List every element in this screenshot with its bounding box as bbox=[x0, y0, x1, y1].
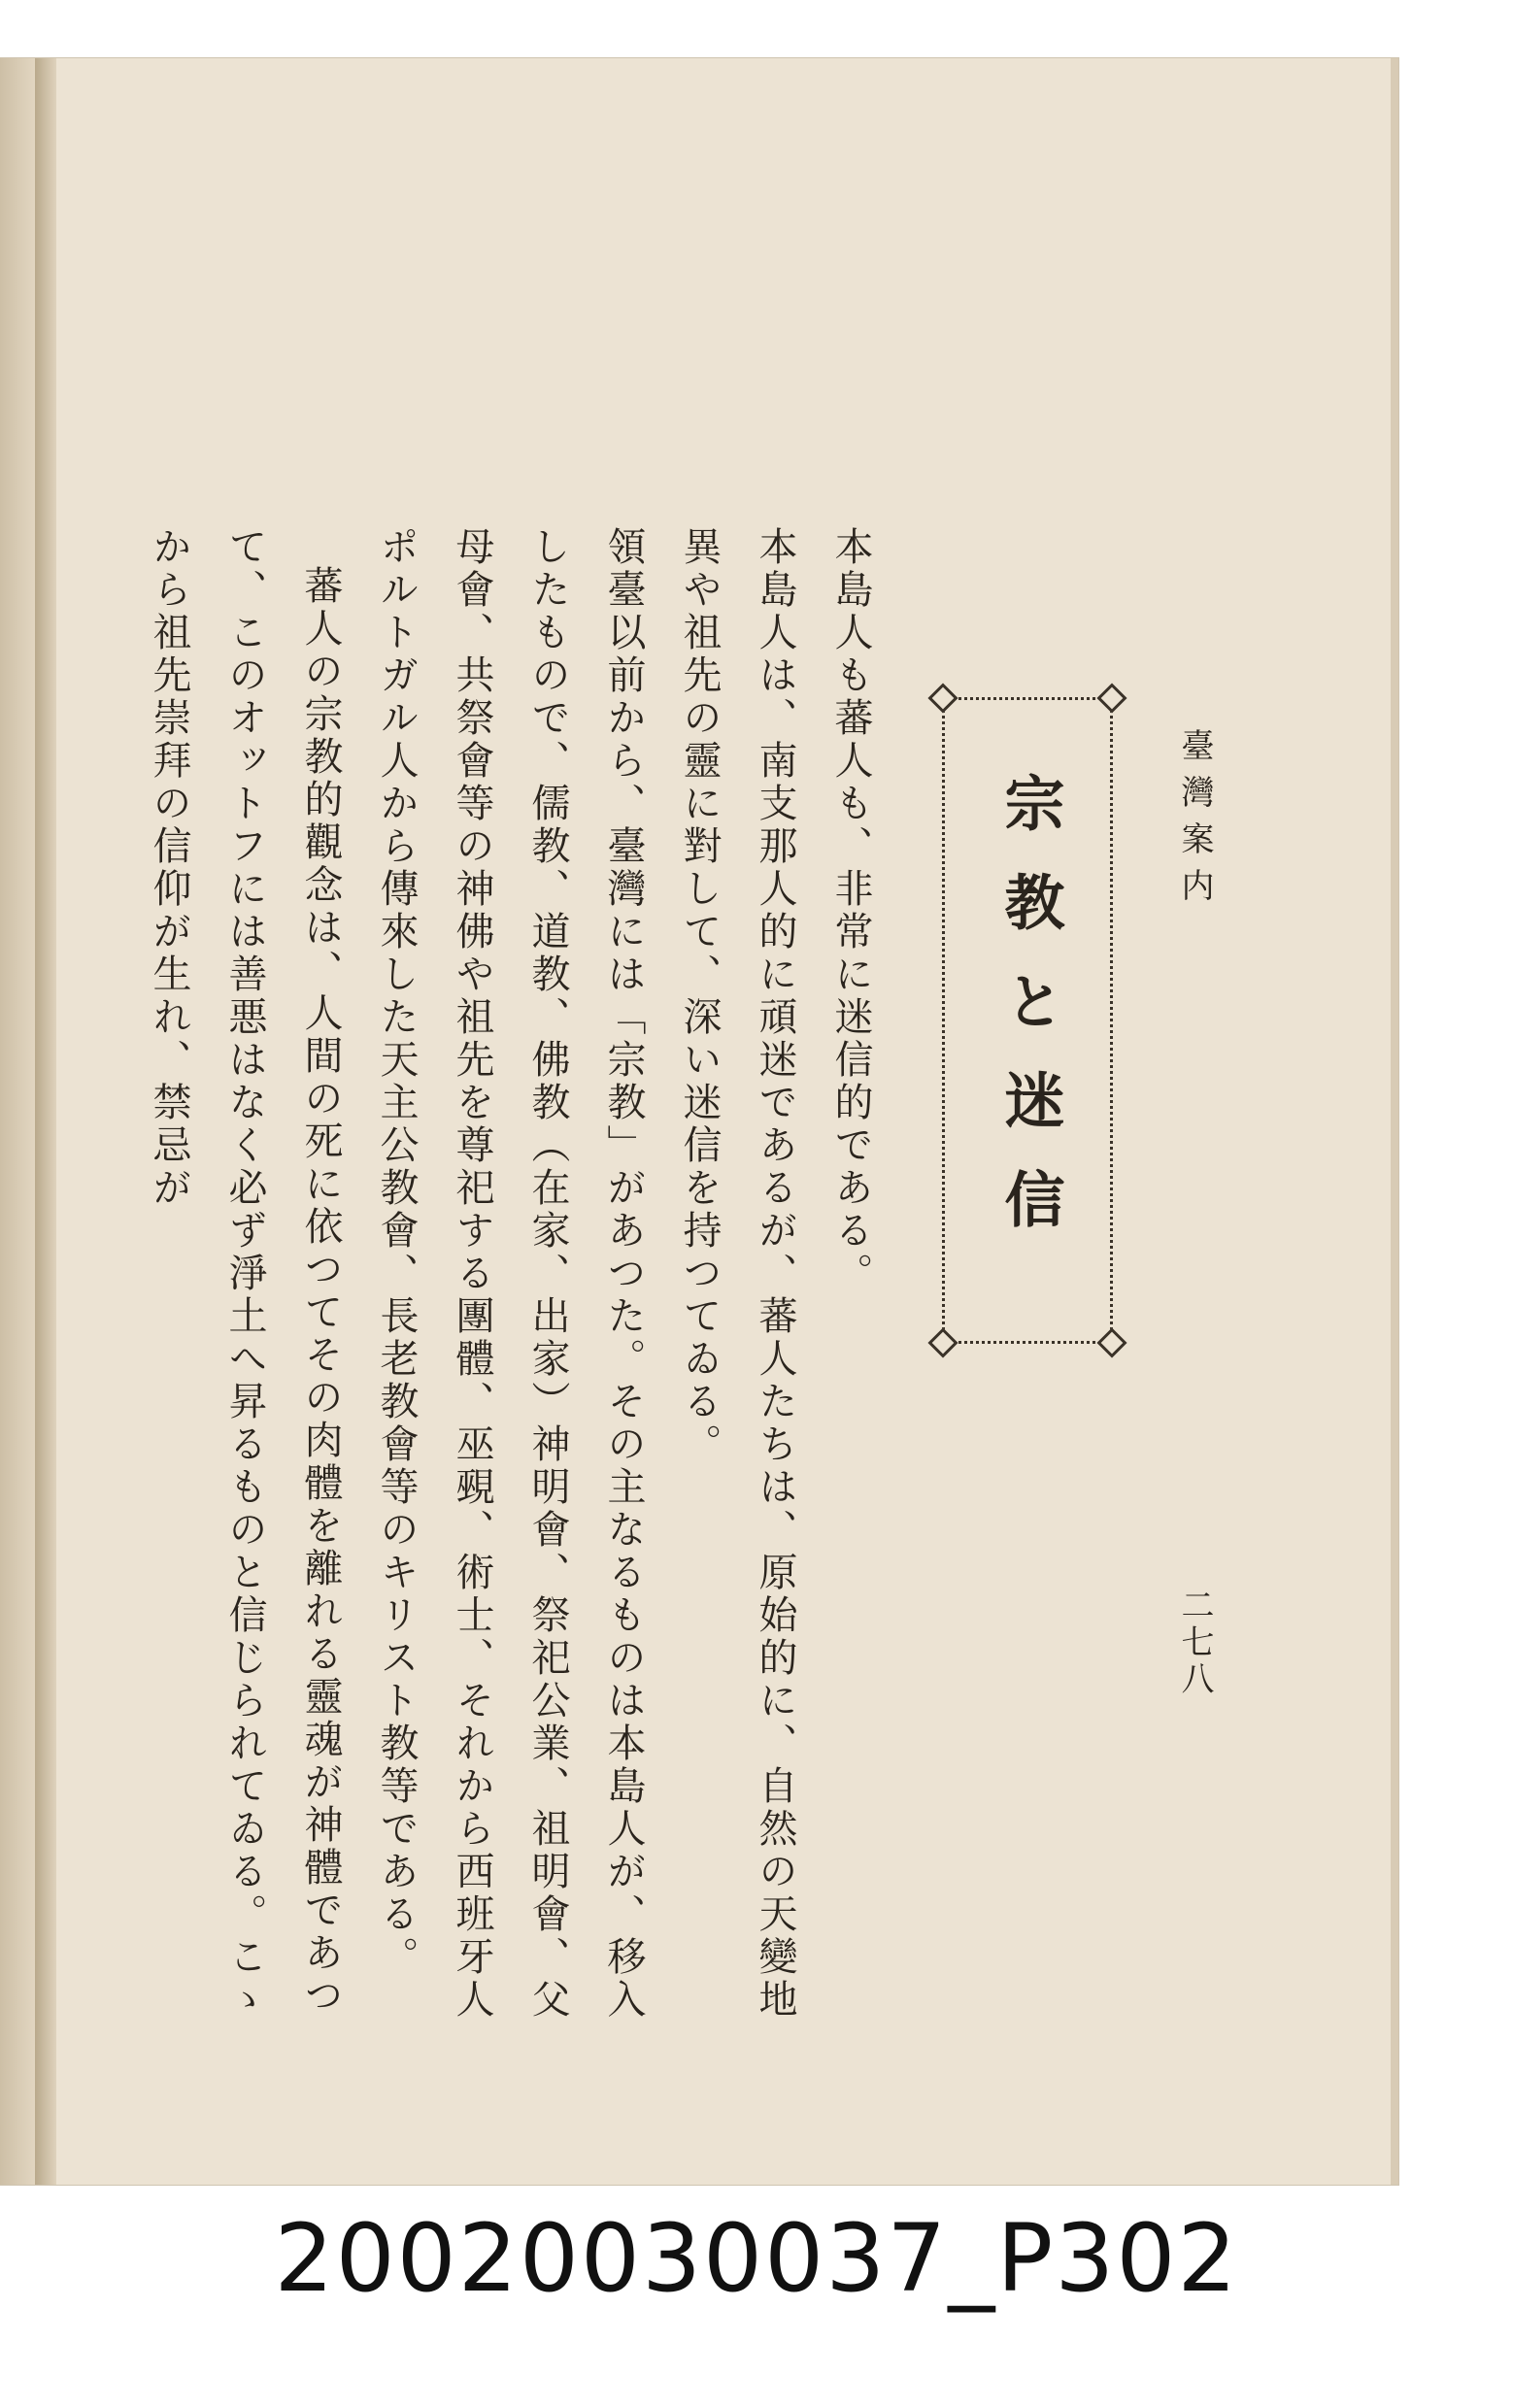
paragraph: 領臺以前から、臺灣には「宗教」があつた。その主なるものは本島人が、移入したもので、儒教、道教、佛教（在家、出家）神明會、祭祀公業、祖明會、父母會、共祭會等の神佛や祖先を尊祀する團體、巫覡、術士、それから西班牙人ポルトガル人から傳來した天主公教會、長老教會等のキリスト教等である。 bbox=[374, 526, 646, 2022]
image-caption: 20020030037_P302 bbox=[274, 2204, 1239, 2313]
paragraph: 蕃人の宗教的觀念は、人間の死に依つてその肉體を離れる靈魂が神體であつて、このオットフには善悪はなく必ず淨土へ昇るものと信じられてゐる。こゝから祖先崇拜の信仰が生れ、禁忌が bbox=[147, 526, 343, 2022]
section-title: 宗教と迷信 bbox=[994, 772, 1065, 1267]
page-edge bbox=[1391, 58, 1398, 2185]
paragraph: 本島人も蕃人も、非常に迷信的である。 bbox=[828, 526, 873, 1295]
page-number: 二七八 bbox=[1175, 1588, 1214, 1698]
book-gutter bbox=[35, 58, 56, 2185]
scanned-book-spread bbox=[0, 58, 1398, 2185]
body-text bbox=[131, 526, 889, 2022]
previous-page-edge bbox=[0, 58, 35, 2185]
paragraph: 本島人は、南支那人的に頑迷であるが、蕃人たちは、原始的に、自然の天變地異や祖先の靈に對して、深い迷信を持つてゐる。 bbox=[677, 526, 797, 2022]
running-head: 臺灣案内 bbox=[1175, 728, 1214, 915]
